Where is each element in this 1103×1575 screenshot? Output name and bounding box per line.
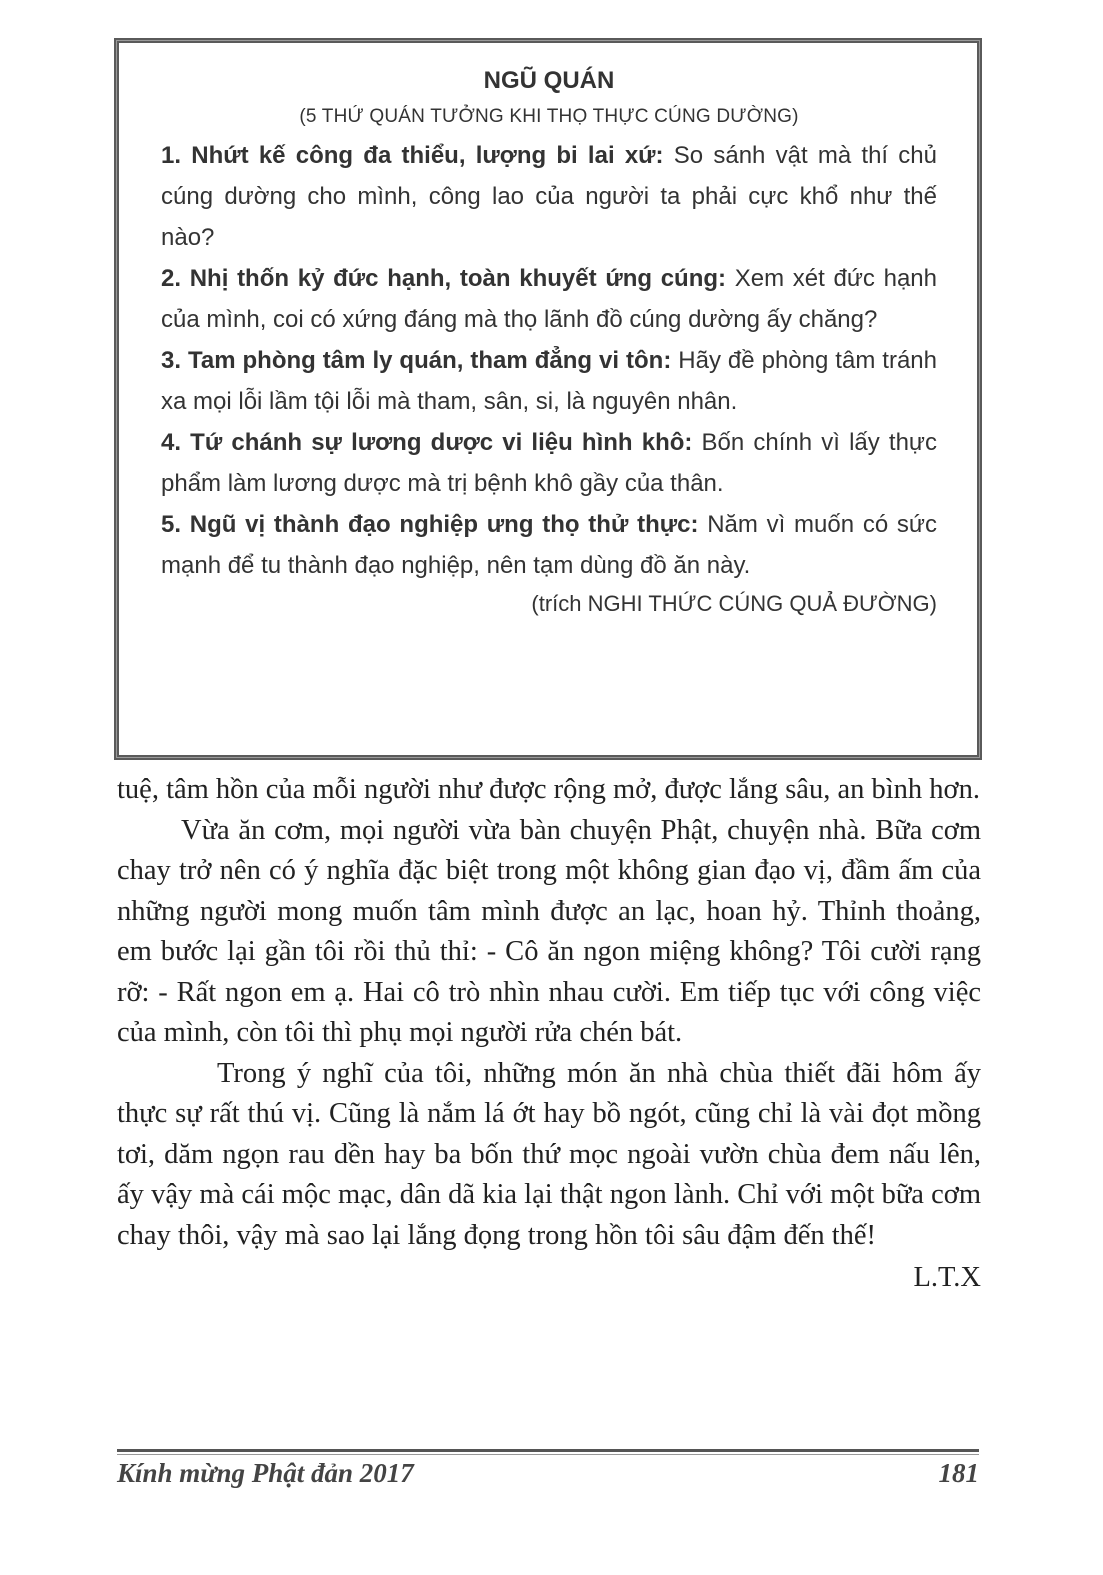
item-heading: 2. Nhị thốn kỷ đức hạnh, toàn khuyết ứng cúng: <box>161 265 727 292</box>
quote-box <box>114 38 982 760</box>
item-text: Bốn chính vì lấy thực phẩm làm lương dược mà trị bệnh khô gầy của thân. <box>161 429 938 497</box>
list-item <box>161 504 937 586</box>
list-item <box>161 340 937 422</box>
paragraph: Vừa ăn cơm, mọi người vừa bàn chuyện Phật, chuyện nhà. Bữa cơm chay trở nên có ý nghĩa đặc biệt trong một không gian đạo vị, đầm ấm của những người mong muốn tâm mình được an lạc, hoan hỷ. Thỉnh thoảng, em bước lại gần tôi rồi thủ thỉ: - Cô ăn ngon miệng không? Tôi cười rạng rỡ: - Rất ngon em ạ. Hai cô trò nhìn nhau cười. Em tiếp tục với công việc của mình, còn tôi thì phụ mọi người rửa chén bát. <box>117 814 981 1048</box>
item-heading: 4. Tứ chánh sự lương dược vi liệu hình khô: <box>161 429 693 456</box>
box-source: (trích NGHI THỨC CÚNG QUẢ ĐƯỜNG) <box>531 591 937 616</box>
footer-divider-thin <box>117 1454 979 1455</box>
footer-divider <box>117 1449 979 1452</box>
item-heading: 1. Nhứt kế công đa thiểu, lượng bi lai xứ: <box>161 142 664 169</box>
paragraph: tuệ, tâm hồn của mỗi người như được rộng mở, được lắng sâu, an bình hơn. <box>117 774 980 805</box>
item-text: So sánh vật mà thí chủ cúng dường cho mình, công lao của người ta phải cực khổ như thế nào? <box>161 142 938 251</box>
author-signature: L.T.X <box>913 1262 981 1293</box>
list-item <box>161 422 937 504</box>
list-item <box>161 258 937 340</box>
article-body <box>117 770 981 1299</box>
item-text: Hãy đề phòng tâm tránh xa mọi lỗi lầm tội lỗi mà tham, sân, si, là nguyên nhân. <box>161 347 937 415</box>
box-subtitle: (5 THỨ QUÁN TƯỞNG KHI THỌ THỰC CÚNG DƯỜNG) <box>299 106 799 127</box>
item-heading: 5. Ngũ vị thành đạo nghiệp ưng thọ thử thực: <box>161 511 699 538</box>
box-title: NGŨ QUÁN <box>483 67 615 94</box>
item-heading: 3. Tam phòng tâm ly quán, tham đẳng vi tôn: <box>161 347 672 374</box>
publication-title: Kính mừng Phật đản 2017 <box>117 1458 414 1488</box>
item-text: Năm vì muốn có sức mạnh để tu thành đạo nghiệp, nên tạm dùng đồ ăn này. <box>161 511 937 579</box>
page-number: 181 <box>938 1458 979 1488</box>
list-item <box>161 135 937 258</box>
page-footer <box>117 1458 979 1498</box>
paragraph: Trong ý nghĩ của tôi, những món ăn nhà chùa thiết đãi hôm ấy thực sự rất thú vị. Cũng là nắm lá ớt hay bồ ngót, cũng chỉ là vài đọt mồng tơi, dăm ngọn rau dền hay ba bốn thứ mọc ngoài vườn chùa đem nấu lên, ấy vậy mà cái mộc mạc, dân dã kia lại thật ngon lành. Chỉ với một bữa cơm chay thôi, vậy mà sao lại lắng đọng trong hồn tôi sâu đậm đến thế! <box>117 1057 981 1251</box>
item-text: Xem xét đức hạnh của mình, coi có xứng đáng mà thọ lãnh đồ cúng dường ấy chăng? <box>161 265 938 333</box>
